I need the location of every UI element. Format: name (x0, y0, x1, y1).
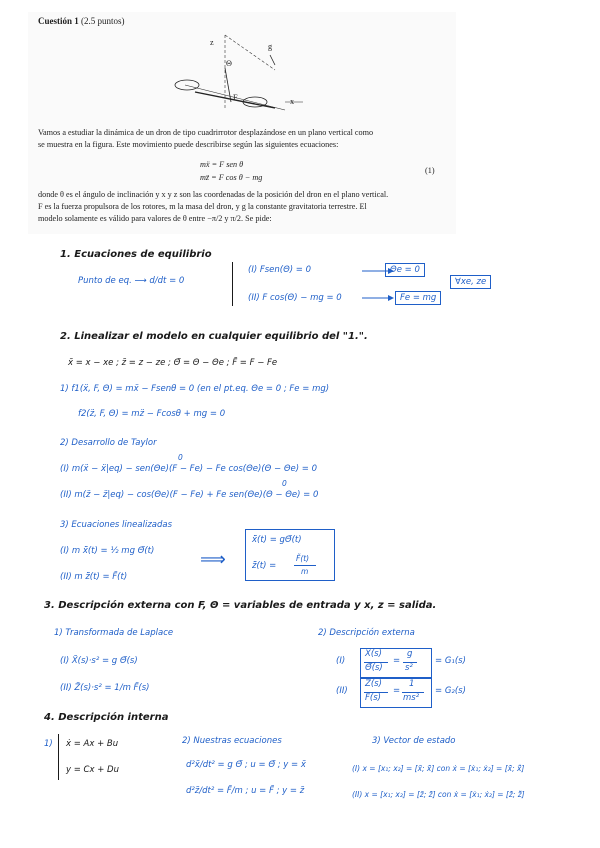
g2-box (360, 678, 432, 708)
linearized-eq-i: (I) m x̃̈(t) = ½ mg Θ̃(t) (60, 546, 155, 556)
output-equation: y = Cx + Du (66, 765, 119, 775)
intro-line-2: se muestra en la figura. Este movimiento puede describirse según las siguientes ecuaciones: (38, 140, 339, 149)
laplace-eq-i: (I) X̃(s)·s² = g Θ̃(s) (60, 656, 138, 666)
laplace-eq-ii: (II) Z̃(s)·s² = 1/m F̃(s) (60, 683, 150, 693)
brace-s1 (232, 262, 233, 306)
zero-annotation-1: 0 (178, 453, 183, 462)
g1-num: X̃(s) (365, 649, 382, 659)
g1-rnum: g (407, 649, 413, 659)
problem-title: Cuestión 1 (2.5 puntos) (38, 16, 125, 26)
our-equation-1: d²x̃/dt² = g Θ̃ ; u = Θ̃ ; y = x̃ (186, 760, 306, 770)
section-1-heading: 1. Ecuaciones de equilibrio (60, 249, 212, 260)
result-theta-e: Θe = 0 (385, 263, 425, 277)
figure-label-f: F (233, 93, 238, 102)
laplace-heading: 1) Transformada de Laplace (54, 628, 174, 638)
desc-line-3: modelo solamente es válido para valores de θ entre −π/2 y π/2. Se pide: (38, 214, 272, 223)
g2-result: = G₂(s) (435, 686, 466, 696)
drone-figure (165, 30, 305, 120)
taylor-eq-i: (I) m(ẍ − ẍ|eq) − sen(Θe)(F − Fe) − Fe cos(Θe)(Θ − Θe) = 0 (60, 464, 318, 474)
forall-box: ∀xe, ze (450, 275, 491, 289)
g1-mid: = (393, 656, 401, 666)
g1-box (360, 648, 432, 678)
state-vector-heading: 3) Vector de estado (372, 736, 456, 746)
figure-label-g: g (268, 42, 273, 51)
linearized-result-z-lhs: z̃̈(t) = (252, 561, 277, 571)
g2-rden: ms² (403, 693, 420, 703)
g1-den: Θ̃(s) (365, 663, 383, 673)
internal-step-1: 1) (44, 739, 53, 749)
f1-equation: 1) f1(ẍ, F, Θ) = mẍ − Fsenθ = 0 (en el pt.eq. Θe = 0 ; Fe = mg) (60, 384, 330, 394)
linearized-result-z-den: m (301, 567, 309, 576)
state-equation: ẋ = Ax + Bu (66, 739, 119, 749)
result-f-e: Fe = mg (395, 291, 441, 305)
intro-line-1: Vamos a estudiar la dinámica de un dron de tipo cuadrirrotor desplazándose en un plano vertical como (38, 128, 374, 137)
g2-den: F̃(s) (365, 693, 381, 703)
g1-result: = G₁(s) (435, 656, 466, 666)
external-heading: 2) Descripción externa (318, 628, 415, 638)
g2-label: (II) (336, 686, 348, 696)
deviation-definitions: x̃ = x − xe ; z̃ = z − ze ; Θ̃ = Θ − Θe ; F̃ = F − Fe (68, 358, 278, 368)
f2-equation: f2(z̈, F, Θ) = mz̈ − Fcosθ + mg = 0 (78, 409, 226, 419)
linearized-heading: 3) Ecuaciones linealizadas (60, 520, 173, 530)
g2-rnum: 1 (409, 679, 415, 689)
section-4-heading: 4. Descripción interna (44, 712, 169, 723)
g2-num: Z̃(s) (365, 679, 382, 689)
equation-2: mz̈ = F cos θ − mg (200, 173, 263, 182)
state-vector-ii: (II) x = [x₁; x₂] = [z̃; z̃̇] con ẋ = [ẋ₁; ẋ₂] = [z̃̇; z̃̈] (352, 790, 525, 799)
taylor-heading: 2) Desarrollo de Taylor (60, 438, 157, 448)
figure-label-theta: Θ (226, 59, 232, 68)
figure-label-z: z (210, 38, 214, 47)
section-3-heading: 3. Descripción externa con F, Θ = variables de entrada y x, z = salida. (44, 600, 437, 611)
g2-mid: = (393, 686, 401, 696)
taylor-eq-ii: (II) m(z̈ − z̈|eq) − cos(Θe)(F − Fe) + Fe sen(Θe)(Θ − Θe) = 0 (60, 490, 319, 500)
linearized-eq-ii: (II) m z̃̈(t) = F̃(t) (60, 572, 128, 582)
section-2-heading: 2. Linealizar el modelo en cualquier equilibrio del "1.". (60, 331, 368, 342)
equation-number: (1) (425, 166, 435, 175)
linearized-result-z-num: F̃(t) (296, 554, 310, 563)
linearized-result-box (245, 529, 335, 581)
g1-rden: s² (405, 663, 413, 673)
desc-line-1: donde θ es el ángulo de inclinación y x y z son las coordenadas de la posición del dron en el plano vertical. (38, 190, 389, 199)
linearized-result-x: x̃̈(t) = gΘ̃(t) (252, 535, 302, 545)
zero-annotation-2: 0 (282, 479, 287, 488)
figure-label-x: x (290, 97, 295, 106)
g1-label: (I) (336, 656, 346, 666)
equilibrium-eq-ii: (II) F cos(Θ) − mg = 0 (248, 293, 342, 303)
equilibrium-eq-i: (I) Fsen(Θ) = 0 (248, 265, 312, 275)
implies-arrow: ⟹ (200, 549, 226, 570)
desc-line-2: F es la fuerza propulsora de los rotores, m la masa del dron, y g la constante gravitatoria terrestre. El (38, 202, 367, 211)
brace-s4 (58, 734, 59, 780)
our-equations-heading: 2) Nuestras ecuaciones (182, 736, 282, 746)
state-vector-i: (I) x = [x₁; x₂] = [x̃; x̃̇] con ẋ = [ẋ₁; ẋ₂] = [x̃̇; x̃̈] (352, 764, 525, 773)
our-equation-2: d²z̃/dt² = F̃/m ; u = F̃ ; y = z̃ (186, 786, 305, 796)
equilibrium-point-label: Punto de eq. ⟶ d/dt = 0 (78, 276, 185, 286)
fraction-bar (294, 565, 316, 566)
equation-1: mẍ = F sen θ (200, 160, 244, 169)
